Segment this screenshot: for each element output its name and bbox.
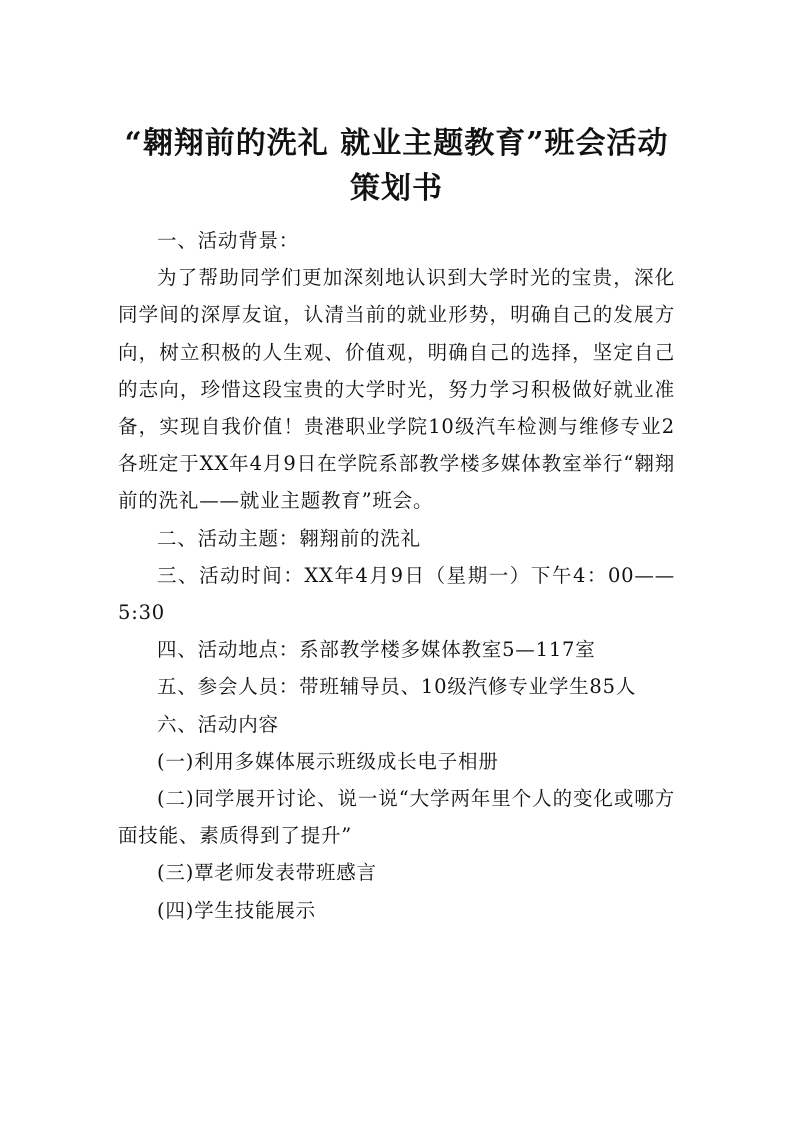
- content-item-3: (三)覃老师发表带班感言: [157, 861, 377, 885]
- activity-location: 四、活动地点：系部教学楼多媒体教室5—117室: [157, 638, 596, 662]
- activity-theme: 二、活动主题：翱翔前的洗礼: [157, 526, 421, 550]
- activity-content-heading: 六、活动内容: [157, 712, 279, 736]
- section-background-heading: 一、活动背景：: [157, 229, 300, 252]
- content-item-4: (四)学生技能展示: [157, 898, 316, 922]
- content-item-1: (一)利用多媒体展示班级成长电子相册: [157, 749, 499, 773]
- participants: 五、参会人员：带班辅导员、10级汽修专业学生85人: [157, 675, 637, 699]
- document-body: [118, 222, 675, 929]
- document-title: “翱翔前的洗礼 就业主题教育”班会活动策划书: [124, 126, 669, 206]
- content-item-2: (二)同学展开讨论、说一说“大学两年里个人的变化或哪方面技能、素质得到了提升”: [118, 787, 675, 848]
- activity-time: 三、活动时间：XX年4月9日（星期一）下午4：00——5:30: [118, 563, 675, 625]
- background-paragraph: 为了帮助同学们更加深刻地认识到大学时光的宝贵，深化同学间的深厚友谊，认清当前的就业形势，明确自己的发展方向，树立积极的人生观、价值观，明确自己的选择，坚定自己的志向，珍惜这段宝贵的大学时光，努力学习积极做好就业准备，实现自我价值！贵港职业学院10级汽车检测与维修专业2各班定于XX年4月9日在学院系部教学楼多媒体教室举行“翱翔前的洗礼——就业主题教育”班会。: [118, 266, 675, 513]
